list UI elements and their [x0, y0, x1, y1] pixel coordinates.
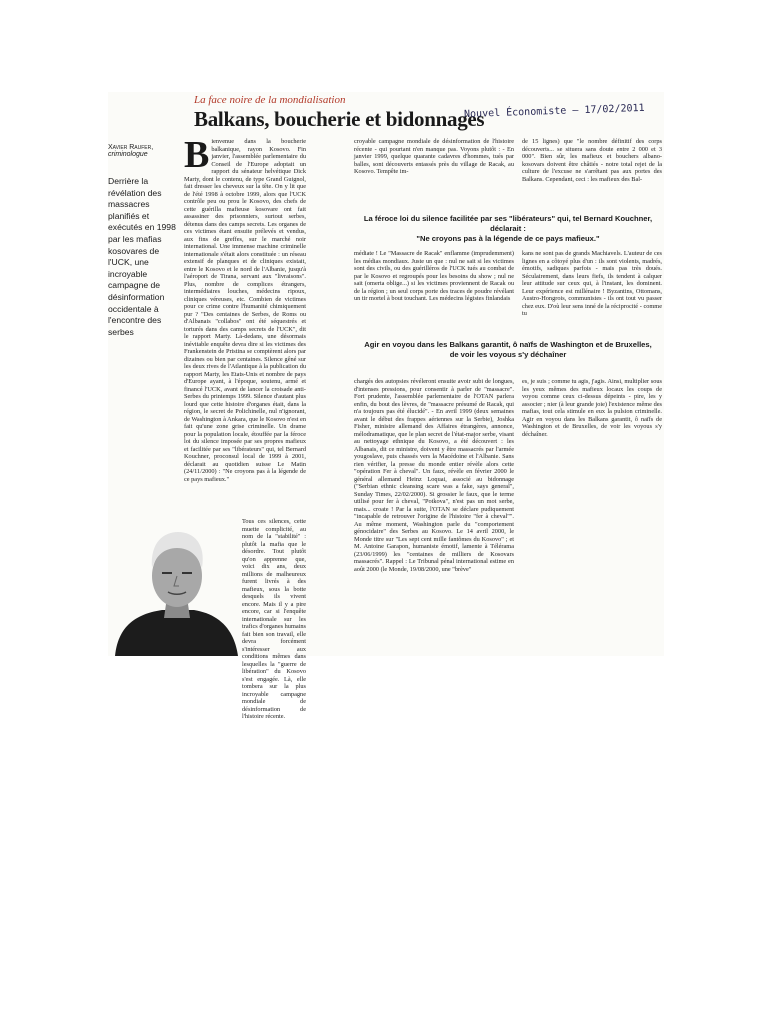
article-column-3-bottom: es, je suis ; comme tu agis, j'agis. Ainsi, multiplier sous les yeux mêmes des mafieux locaux les coups de voyou comme ceux ci-dessus dépeints - pire, les y associer ; nier (à leur grande joie) l'existence même des mafias, tout cela stimule en eux la pulsion criminelle. Agir en voyou dans les Balkans garantit, ô naïfs de Washington et de Bruxelles, de voir les voyous s'y déchaîner.	[522, 378, 662, 438]
article-column-2: croyable campagne mondiale de désinformation de l'histoire récente - qui pourtant n'en manque pas. Voyons plutôt : - En janvier 1999, quelque quarante cadavres d'hommes, tués par balles, sont découverts entassés près du village de Racak, au Kosovo. Tempête im-	[354, 138, 514, 175]
author-block	[108, 144, 176, 158]
article-column-2-bottom: chargés des autopsies révéleront ensuite avoir subi de longues, d'intenses pressions, pour consentir à parler de "massacre". Fort prudente, l'assemblée parlementaire de l'OTAN parlera enfin, du bout des lèvres, de "massacre présumé de Racak, qui n'a toujours pas été élucidé". - En avril 1999 (deux semaines avant le début des frappes aériennes sur la Serbie), Joshka Fisher, ministre allemand des Affaires étrangères, annonce, mélodramatique, que le plan secret de l'état-major serbe, visant au nettoyage ethnique du Kosovo, a été découvert : les Albanais, dit ce ministre, doivent y être massacrés par l'armée yougoslave, puis chassés vers la Macédoine et l'Albanie. Sans rien vérifier, la presse du monde entier révèle alors cette "opération Fer à cheval". Un faux, révèle en février 2000 le général allemand Heinz Loquai, associé au bidonnage ("Serbian ethnic cleansing scare was a fake, says general", Sunday Times, 22/02/2000). Si grossier le faux, que le terme utilisé pour fer à cheval, "Potkova", n'est pas un mot serbe, mais... croate ! Par la suite, l'OTAN se déclare pudiquement "incapable de retrouver l'origine de l'histoire "fer à cheval"". Au même moment, Washington parle du "comportement génocidaire" des Serbes au Kosovo. Le 14 avril 2000, le Monde titre sur "Les sept cent mille fantômes du Kosovo" ; et M. Antoine Garapon, humaniste émotif, lamente à Télérama (23/06/1999) les "centaines de milliers de Kosovars massacrés". Rappel : Le Tribunal pénal international estime en août 2000 (le Monde, 19/08/2000, une "brève"	[354, 378, 514, 573]
drop-cap: B	[184, 134, 210, 176]
article-standfirst: Derrière la révélation des massacres planifiés et exécutés en 1998 par les mafias kosovares de l'UCK, une incroyable campagne de désinformation occidentale à l'encontre des serbes	[108, 176, 176, 337]
pull-quote-1-line-2: "Ne croyons pas à la légende de ce pays mafieux."	[416, 234, 600, 243]
pull-quote-2-line-1: Agir en voyou dans les Balkans garantit, ô naïfs de Washington et de Bruxelles,	[364, 340, 652, 349]
pull-quote-1	[354, 214, 662, 244]
author-role: criminologue	[108, 151, 148, 158]
author-name: Xavier Raufer,	[108, 144, 154, 151]
article-column-1-continued: Tous ces silences, cette muette complicité, au nom de la "stabilité" : plutôt la mafia que le désordre. Tout plutôt qu'on apprenne que, voici dix ans, deux millions de malheureux furent livrés à des mafieux, sous la botte desquels ils vivent encore. Mais il y a pire encore, car si l'enquête internationale sur les trafics d'organes humains fait bien son travail, elle devra forcément s'intéresser aux conditions mêmes dans lesquelles la "guerre de libération" du Kosovo s'est engagée. Là, elle tombera sur la plus incroyable campagne mondiale de désinformation de l'histoire récente.	[242, 518, 306, 720]
newspaper-clipping	[108, 92, 664, 720]
handwritten-source-note: Nouvel Économiste – 17/02/2011	[463, 102, 645, 121]
pull-quote-2	[354, 340, 662, 360]
article-column-2-middle: médiate ! Le "Massacre de Racak" enflamme (imprudemment) les médias mondiaux. Juste un que : nul ne sait si les victimes sont des civils, ou des guérilléros de l'UCK tués au combat de par le Kosovo et regroupés pour les besoins du show ; nul ne sait (omerta oblige...) si les victimes proviennent de Racak ou de la région ; un seul corps porte des traces de poudre révélant un tir mortel à bout touchant. Les médecins légistes finlandais	[354, 250, 514, 302]
article-headline: Balkans, boucherie et bidonnages	[194, 107, 485, 131]
pull-quote-2-line-2: de voir les voyous s'y déchaîner	[449, 350, 567, 359]
pull-quote-1-line-1: La féroce loi du silence facilitée par ses "libérateurs" qui, tel Bernard Kouchner, déclarait :	[363, 214, 653, 233]
author-photo	[110, 518, 244, 656]
article-column-3-middle: kans ne sont pas de grands Machiavels. L'auteur de ces lignes en a côtoyé plus d'un : ils sont violents, madrés, émotifs, sadiques parfois - mais pas très doués. Séculairement, dans leurs fiefs, ils tendent à calquer leur attitude sur ceux qui, à l'instant, les dominent. Leur expérience est millénaire ! Byzantins, Ottomans, Austro-Hongrois, communistes - ils ont tout vu passer chez eux. D'où leur sens inné de la réciprocité - comme tu	[522, 250, 662, 317]
column-1-text: ienvenue dans la boucherie balkanique, rayon Kosovo. Fin janvier, l'assemblée parlementaire du Conseil de l'Europe adoptait un rapport du sénateur helvétique Dick Marty, dont le contenu, de type Grand Guignol, fait dresser les cheveux sur la tête. On y lit que de l'été 1998 à octobre 1999, alors que l'UCK contrôle peu ou prou le Kosovo, des chefs de cette guérilla mafieuse kosovare ont fait assassiner des prisonniers, surtout serbes, détenus dans des camps secrets. Les organes de ces victimes étant ensuite prélevés et vendus, aux fins de greffes, sur le marché noir international. Une immense machine criminelle internationale s'était alors constituée : un réseau extensif de planques et de cliniques existait, entre le Kosovo et le nord de l'Albanie, jusqu'à l'aéroport de Tirana, servant aux "livraisons". Plus, nombre de complices étrangers, intermédiaires louches, médecins ripoux, cliniques véreuses, etc. Combien de victimes pour ce crime contre l'humanité chimiquement pur ? "Des centaines de Serbes, de Roms ou d'Albanais "collabos" ont été séquestrés et torturés dans des camps secrets de l'UCK", dit le rapport Marty. Là-dedans, une désormais inévitable enquête devra dire si les victimes des Frankenstein de Pristina se comptèrent alors par dizaines ou bien par centaines. Silence gêné sur les deux rives de l'Atlantique à la publication du rapport Marty, les Etats-Unis et nombre de pays d'Europe ayant, à l'époque, soutenu, armé et financé l'UCK, avant de lancer la croisade anti-Serbes du printemps 1999. Silence d'autant plus lourd que cette histoire d'organes était, dans la région, le secret de Polichinelle, nul n'ignorant, de Washington à Ankara, que le Kosovo n'est en fait qu'une zone grise criminelle. Un drame pour la population locale, étouffée par la féroce loi du silence imposée par ses propres mafieux et facilitée par ses "libérateurs" qui, tel Bernard Kouchner, proconsul local de 1999 à 2001, déclarait au quotidien suisse Le Matin (24/11/2000) : "Ne croyons pas à la légende de ce pays mafieux."	[184, 138, 306, 483]
article-column-3: de 15 lignes) que "le nombre définitif des corps découverts... se situera sans doute entre 2 000 et 3 000". Bien sûr, les mafieux et bouchers albano-kosovars doivent être châtiés - notre total rejet de la culture de l'excuse ne s'arrêtant pas aux portes des Balkans. Cependant, ceci : les mafieux des Bal-	[522, 138, 662, 183]
portrait-image	[110, 518, 244, 656]
article-kicker: La face noire de la mondialisation	[194, 94, 346, 106]
article-column-1	[184, 134, 306, 558]
